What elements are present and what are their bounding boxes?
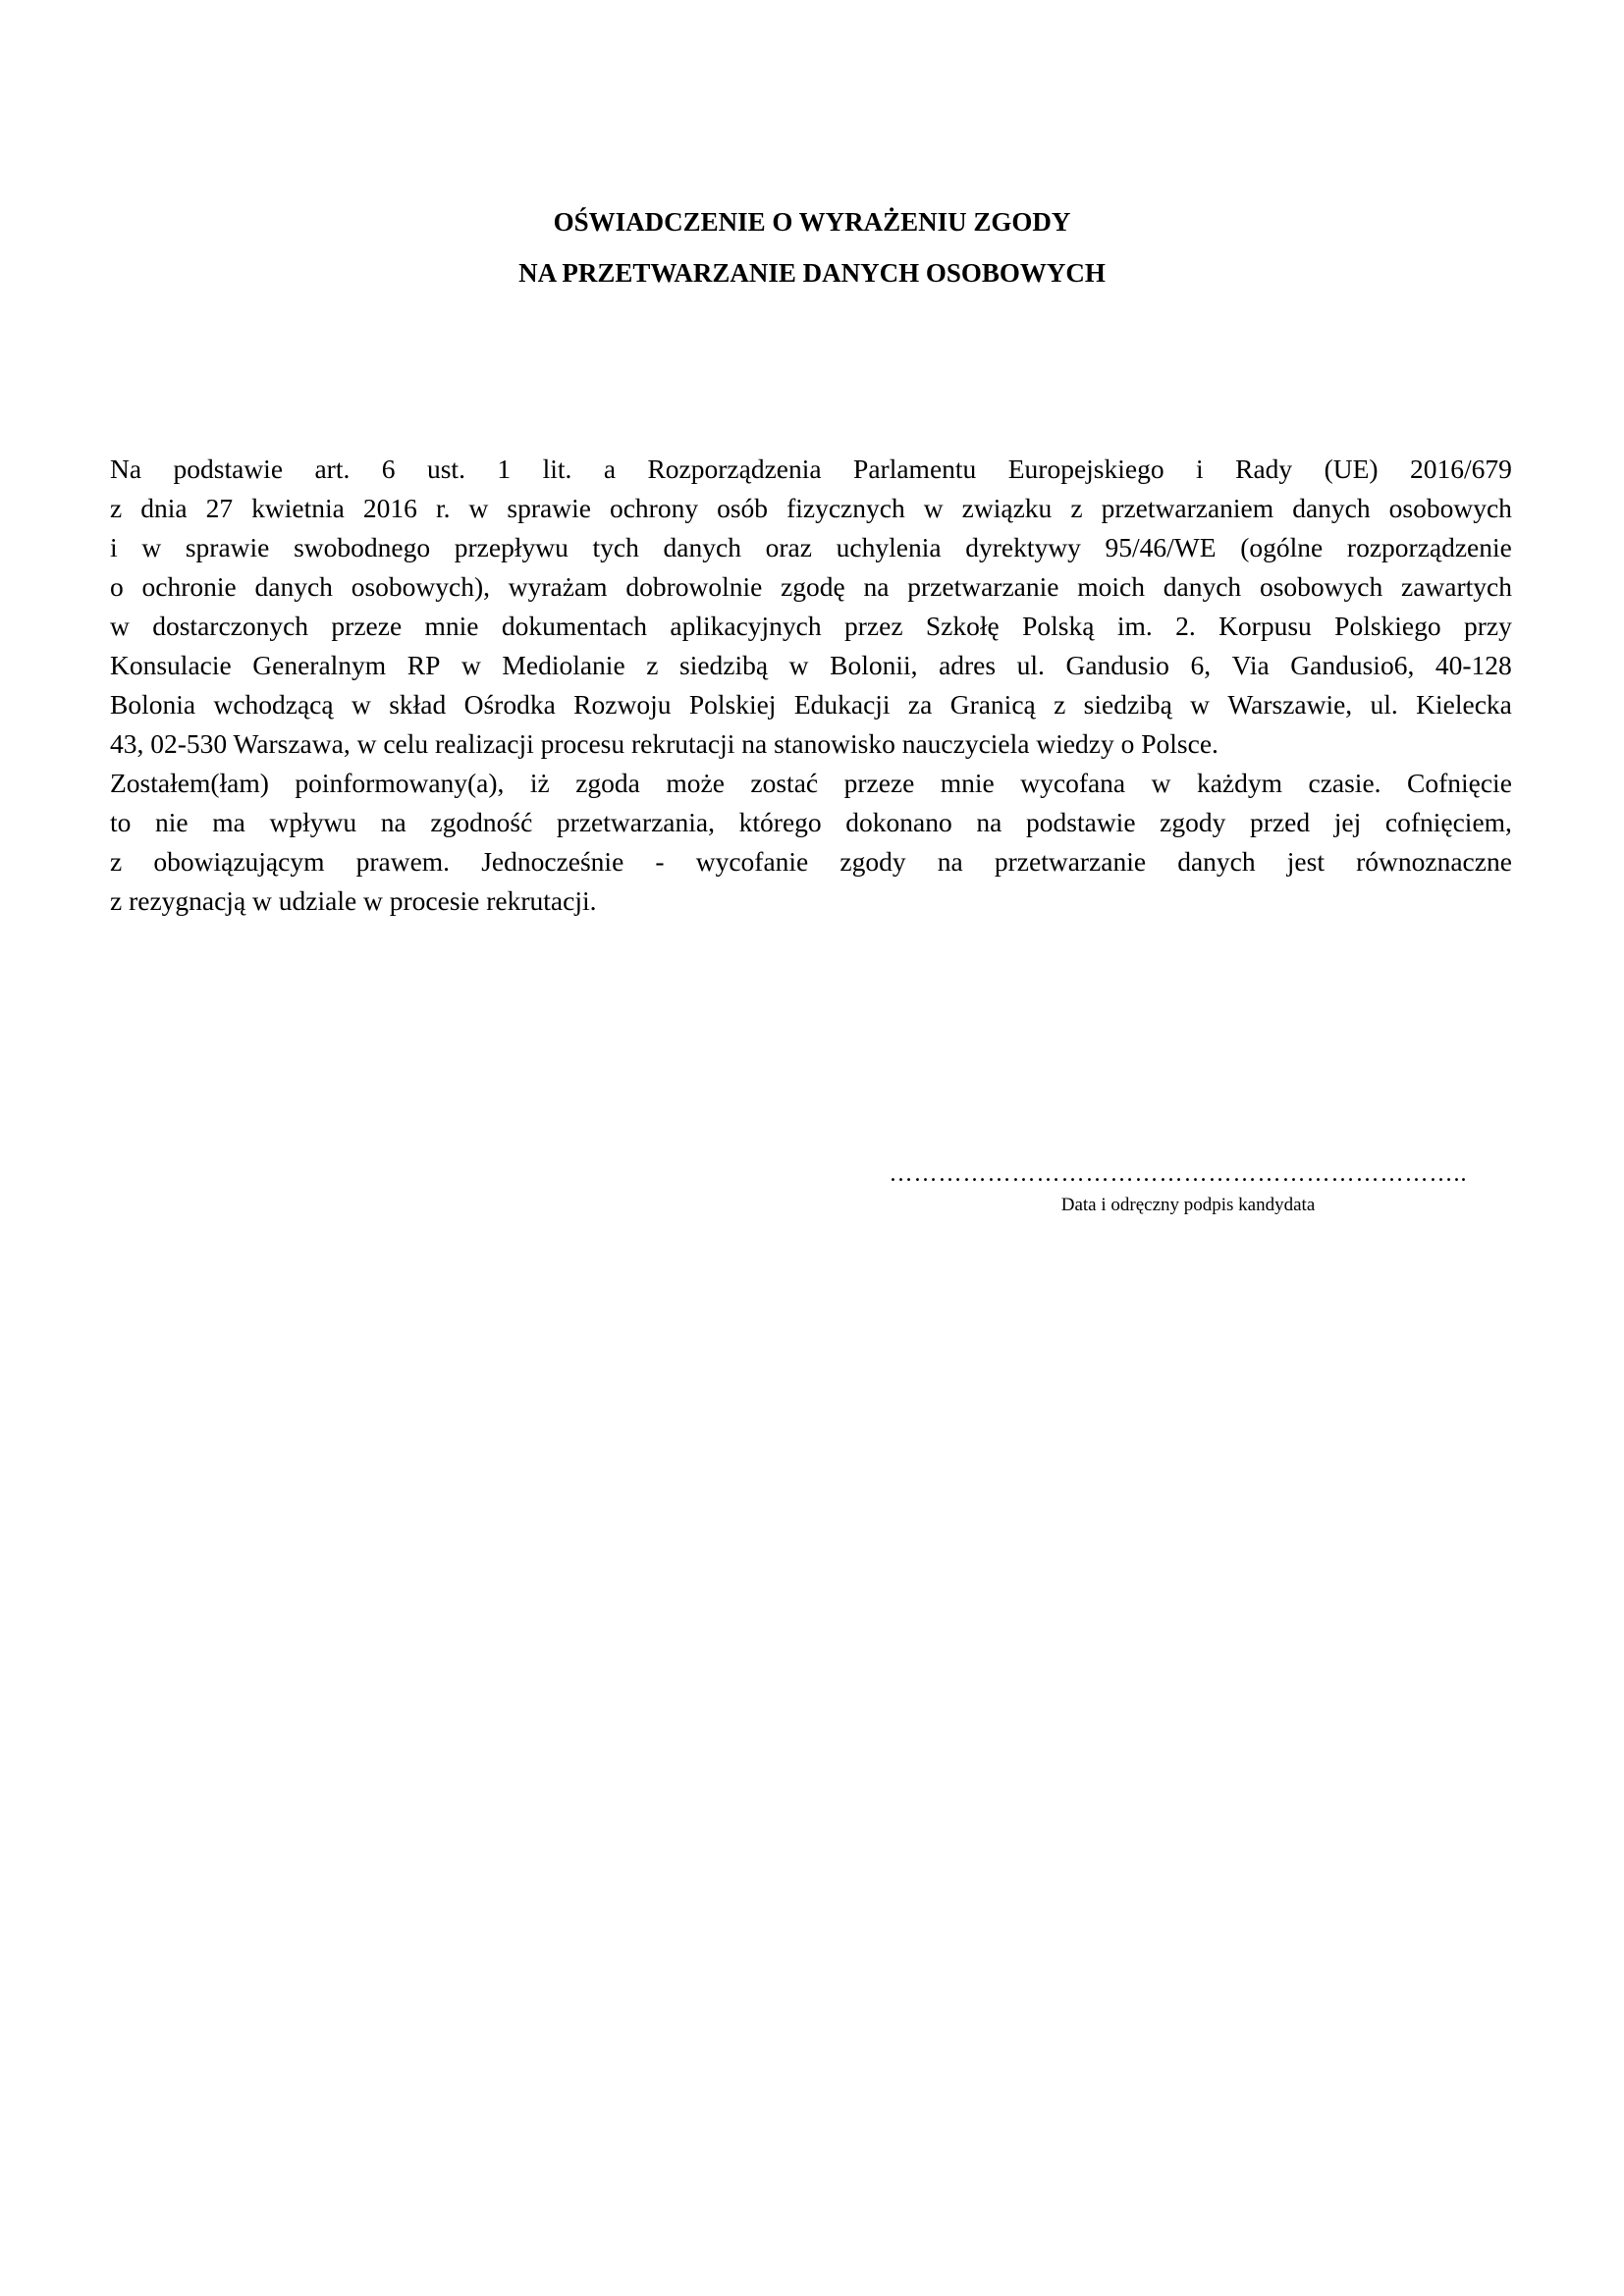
signature-block <box>854 1158 1502 1219</box>
paragraph-line: to nie ma wpływu na zgodność przetwarzania, którego dokonano na podstawie zgody przed jej cofnięciem, <box>110 807 1512 837</box>
title-line-2: NA PRZETWARZANIE DANYCH OSOBOWYCH <box>518 258 1106 288</box>
paragraph-line: w dostarczonych przeze mnie dokumentach aplikacyjnych przez Szkołę Polską im. 2. Korpusu Polskiego przy <box>110 611 1512 641</box>
paragraph-line: z rezygnacją w udziale w procesie rekrutacji. <box>110 885 597 916</box>
paragraph-line: o ochronie danych osobowych), wyrażam dobrowolnie zgodę na przetwarzanie moich danych osobowych zawartych <box>110 571 1512 602</box>
paragraph-line: z obowiązującym prawem. Jednocześnie - wycofanie zgody na przetwarzanie danych jest równoznaczne <box>110 846 1512 877</box>
title-line-1: OŚWIADCZENIE O WYRAŻENIU ZGODY <box>553 207 1071 237</box>
paragraph-line: Bolonia wchodzącą w skład Ośrodka Rozwoju Polskiej Edukacji za Granicą z siedzibą w Warszawie, ul. Kielecka <box>110 689 1512 720</box>
paragraph-line: z dnia 27 kwietnia 2016 r. w sprawie ochrony osób fizycznych w związku z przetwarzaniem danych osobowych <box>110 493 1512 523</box>
signature-line: …………………………………………………………….. <box>889 1161 1468 1187</box>
signature-caption: Data i odręczny podpis kandydata <box>1060 1195 1316 1215</box>
paragraph-withdrawal <box>110 764 1512 921</box>
paragraph-line: 43, 02-530 Warszawa, w celu realizacji procesu rekrutacji na stanowisko nauczyciela wiedzy o Polsce. <box>110 728 1218 759</box>
paragraph-line: Konsulacie Generalnym RP w Mediolanie z siedzibą w Bolonii, adres ul. Gandusio 6, Via Gandusio6, 40-128 <box>110 650 1512 680</box>
paragraph-line: Zostałem(łam) poinformowany(a), iż zgoda może zostać przeze mnie wycofana w każdym czasie. Cofnięcie <box>110 768 1512 798</box>
paragraph-line: i w sprawie swobodnego przepływu tych danych oraz uchylenia dyrektywy 95/46/WE (ogólne rozporządzenie <box>110 532 1512 562</box>
document-title <box>0 196 1624 298</box>
paragraph-line: Na podstawie art. 6 ust. 1 lit. a Rozporządzenia Parlamentu Europejskiego i Rady (UE) 2016/679 <box>110 454 1512 484</box>
paragraph-consent <box>110 450 1512 764</box>
consent-body <box>110 450 1512 921</box>
